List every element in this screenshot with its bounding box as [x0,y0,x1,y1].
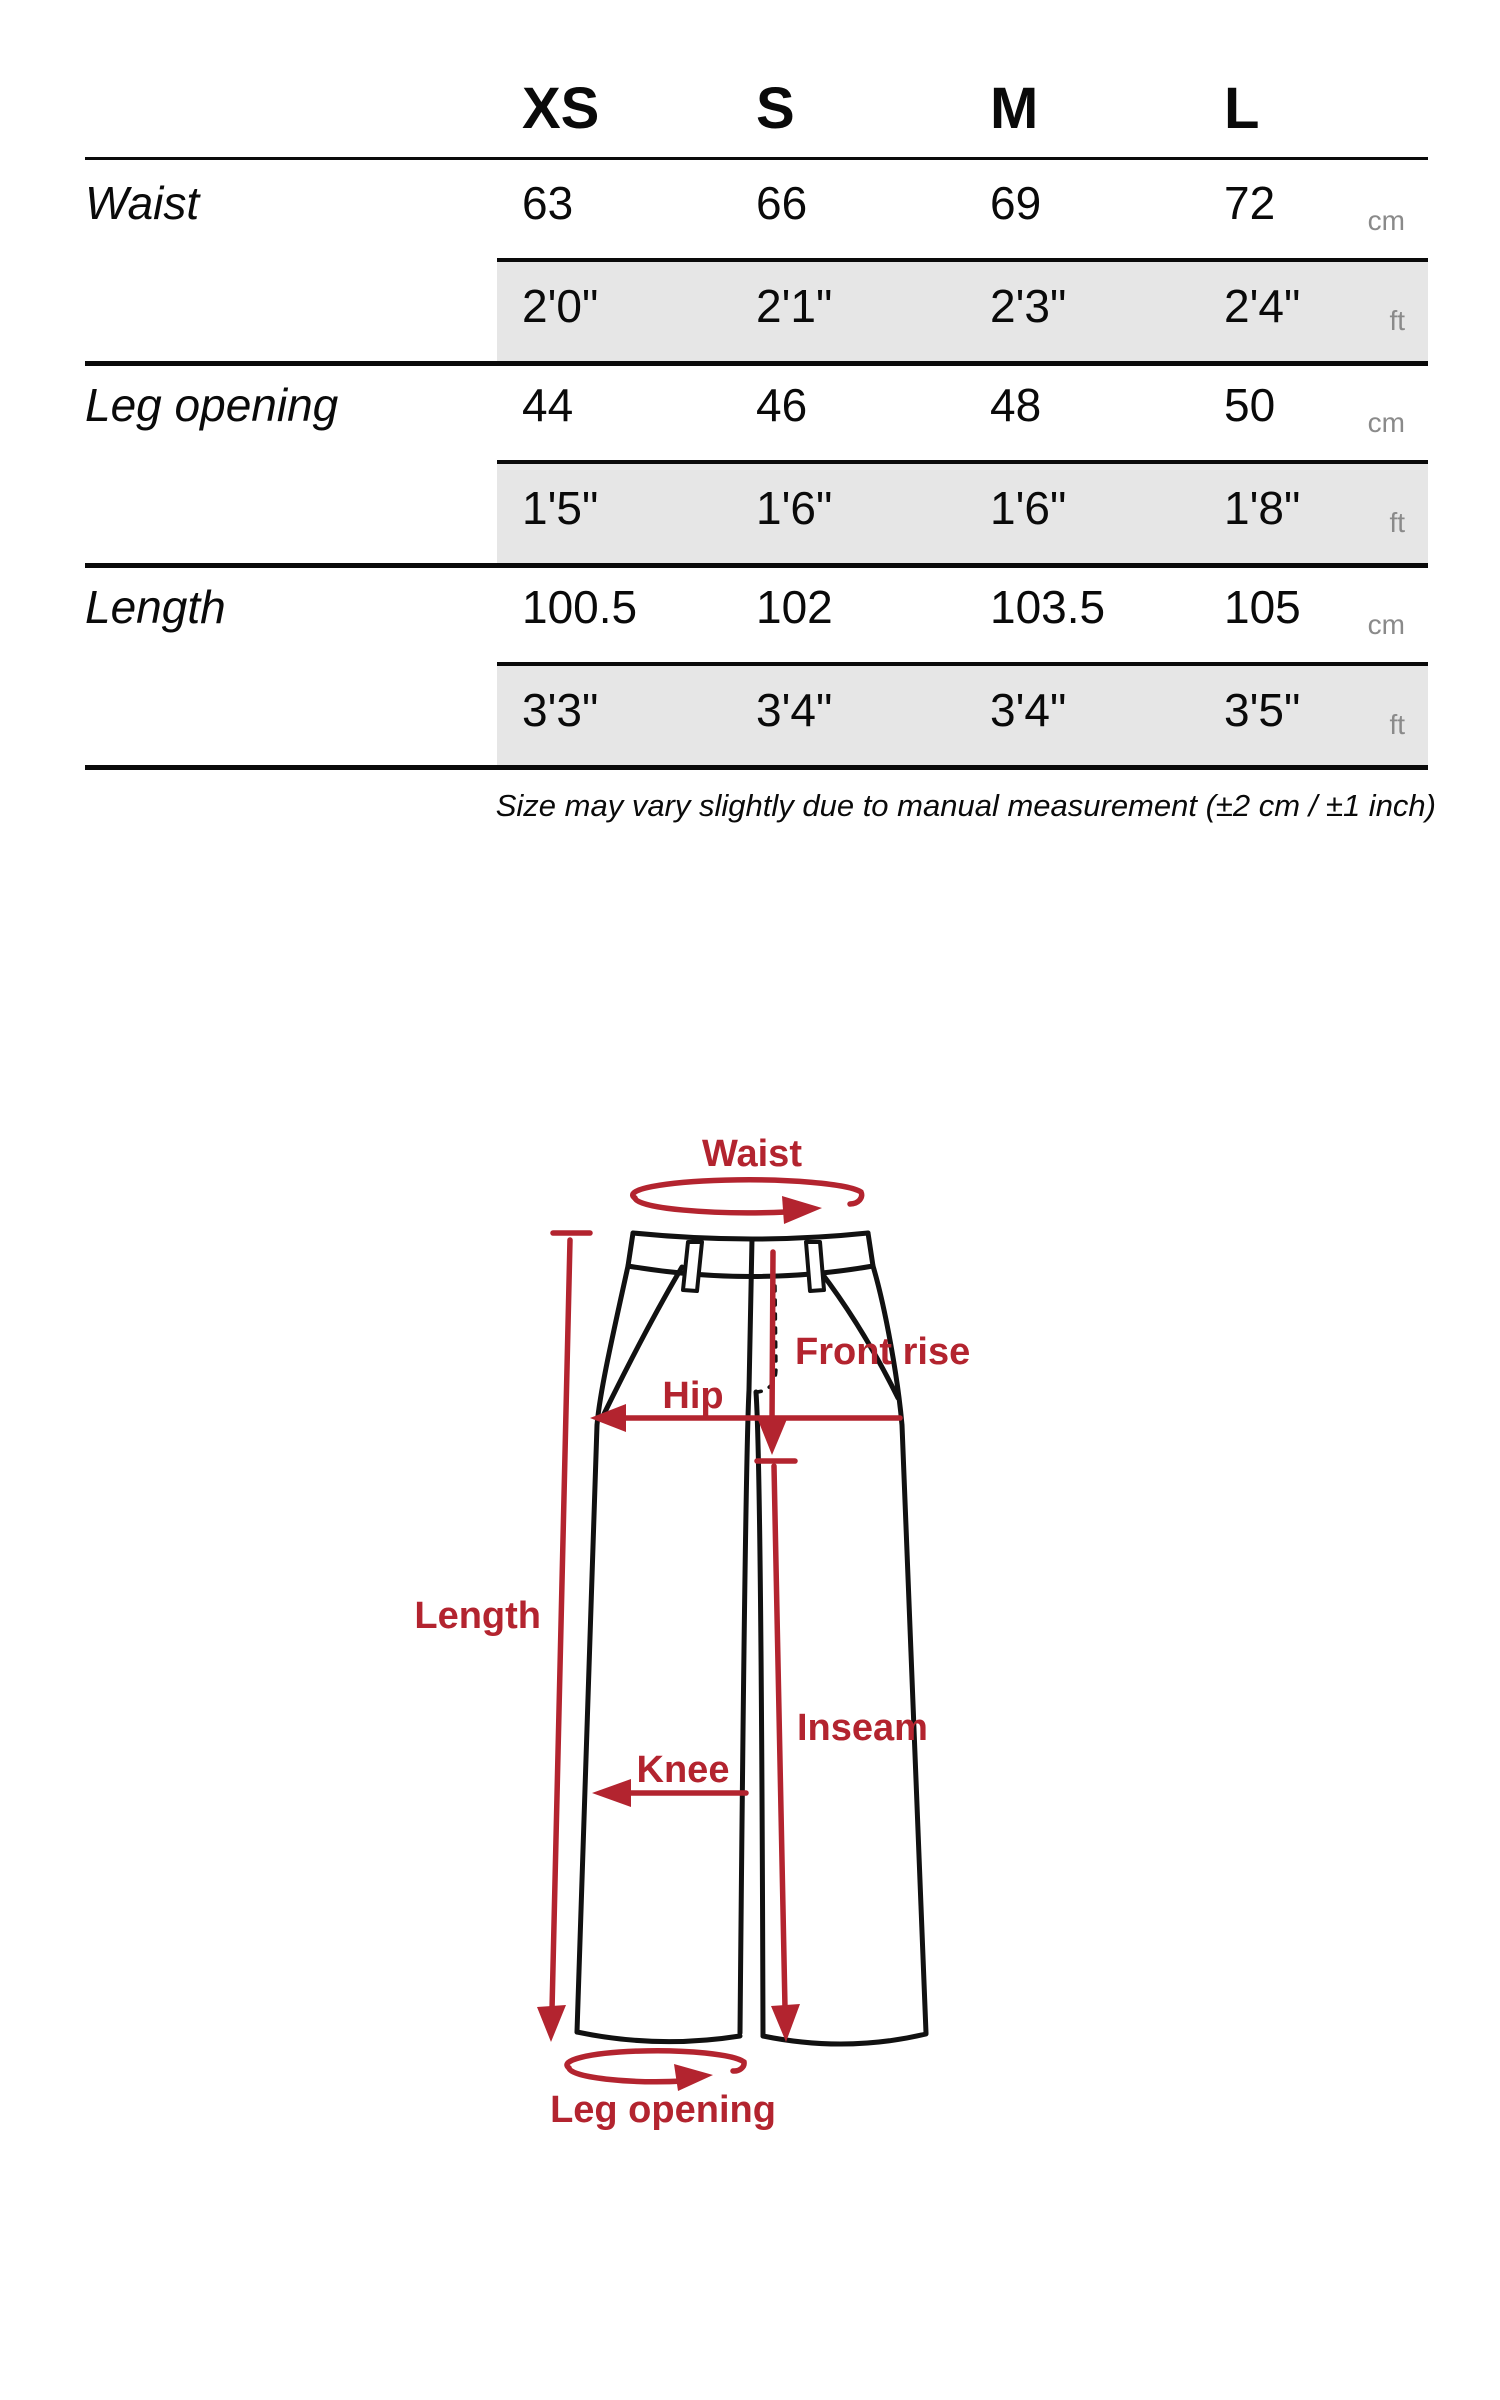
leg-opening-arrowhead-icon [674,2064,713,2091]
cell-length-cm-xs: 100.5 [522,581,638,633]
inseam-line [774,1466,785,2008]
front-rise-arrow [758,1252,787,1455]
leg-opening-ellipse-arrow [567,2051,744,2091]
measurement-disclaimer: Size may vary slightly due to manual measurement (±2 cm / ±1 inch) [495,788,1436,823]
knee-arrowhead-icon [592,1779,631,1807]
cell-leg-ft-s: 1'6" [756,482,833,534]
cell-leg-cm-xs: 44 [522,379,574,431]
right-belt-loop [806,1242,824,1291]
col-header-xs: XS [522,76,600,141]
row-label-leg-opening: Leg opening [85,379,339,431]
row-label-length: Length [85,581,226,633]
waist-label: Waist [702,1133,802,1175]
cell-waist-cm-l: 72 [1224,177,1276,229]
cell-waist-cm-xs: 63 [522,177,574,229]
unit-label-ft: ft [1389,507,1405,538]
cell-waist-ft-m: 2'3" [990,280,1067,332]
cell-leg-cm-s: 46 [756,379,808,431]
leg-opening-label: Leg opening [550,2089,776,2131]
unit-label-cm: cm [1367,407,1405,438]
cell-length-cm-s: 102 [756,581,833,633]
right-inner-seam [756,1392,763,2036]
left-inner-seam [740,1390,749,2033]
cell-waist-cm-m: 69 [990,177,1042,229]
unit-label-ft: ft [1389,709,1405,740]
length-arrowhead-icon [537,2005,566,2042]
cell-leg-ft-xs: 1'5" [522,482,599,534]
col-header-l: L [1224,76,1260,141]
rule [497,258,1428,262]
waistband-left-edge [628,1233,633,1266]
cell-waist-ft-s: 2'1" [756,280,833,332]
unit-label-cm: cm [1367,609,1405,640]
cell-length-cm-m: 103.5 [990,581,1106,633]
section-rule [85,765,1428,770]
pants-measurement-diagram [350,1100,1170,2220]
row-label-waist: Waist [85,177,200,229]
cell-waist-ft-l: 2'4" [1224,280,1301,332]
section-rule [85,563,1428,568]
cell-length-ft-l: 3'5" [1224,684,1301,736]
left-belt-loop [683,1242,702,1291]
cell-length-ft-xs: 3'3" [522,684,599,736]
hip-arrow [590,1404,900,1432]
cell-length-ft-m: 3'4" [990,684,1067,736]
header-rule [85,157,1428,160]
knee-label: Knee [636,1749,730,1791]
cell-leg-cm-m: 48 [990,379,1042,431]
rule [497,460,1428,464]
waist-ellipse-arrow [633,1180,862,1224]
cell-leg-ft-l: 1'8" [1224,482,1301,534]
right-outer-seam [873,1266,926,2033]
waist-ellipse-bottom-arc [635,1198,786,1213]
fly-center-line [749,1239,752,1390]
leg-opening-top-arc [567,2051,744,2071]
cell-length-ft-s: 3'4" [756,684,833,736]
cell-waist-cm-s: 66 [756,177,808,229]
cell-waist-ft-xs: 2'0" [522,280,599,332]
front-rise-arrowhead-icon [758,1419,787,1455]
hip-label: Hip [662,1375,724,1417]
leg-opening-bottom-arc [569,2068,684,2082]
inseam-label: Inseam [797,1707,928,1749]
front-rise-line [772,1252,773,1424]
rule [497,662,1428,666]
unit-label-cm: cm [1367,205,1405,236]
cell-leg-ft-m: 1'6" [990,482,1067,534]
waistband-right-edge [868,1233,873,1266]
front-rise-label: Front rise [795,1331,971,1373]
cell-leg-cm-l: 50 [1224,379,1276,431]
length-label: Length [414,1595,541,1637]
unit-label-ft: ft [1389,305,1405,336]
left-hem [577,2032,740,2042]
col-header-m: M [990,76,1039,141]
cell-length-cm-l: 105 [1224,581,1301,633]
col-header-s: S [756,76,795,141]
length-line [552,1240,570,2010]
waist-ellipse-top-arc [633,1180,862,1204]
waist-arrowhead-icon [782,1196,822,1224]
section-rule [85,361,1428,366]
